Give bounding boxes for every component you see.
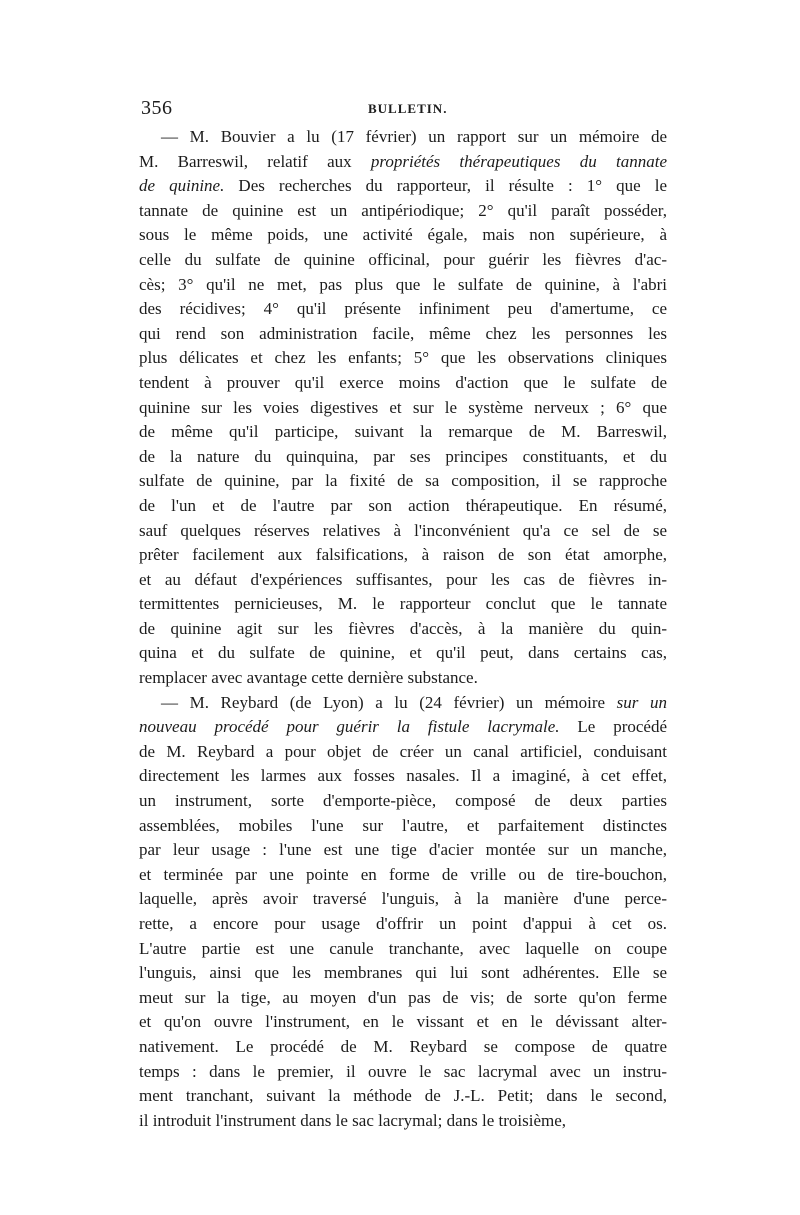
text-line (139, 1060, 667, 1085)
paragraph (139, 691, 667, 1134)
text-run: de M. Reybard a pour objet de créer un canal artificiel, conduisant (139, 741, 667, 761)
body-text (139, 125, 667, 1133)
text-run: un instrument, sorte d'emporte-pièce, composé de deux parties (139, 791, 667, 811)
text-run: M. Barreswil, relatif aux (139, 151, 371, 171)
text-run: de la nature du quinquina, par ses principes constituants, et du (139, 446, 667, 466)
text-run: et terminée par une pointe en forme de vrille ou de tire-bouchon, (139, 864, 667, 884)
text-line (139, 666, 667, 691)
text-line (139, 371, 667, 396)
text-line (139, 150, 667, 175)
text-run: par leur usage : l'une est une tige d'acier montée sur un manche, (139, 840, 667, 860)
text-line (139, 469, 667, 494)
text-run: temps : dans le premier, il ouvre le sac lacrymal avec un instru- (139, 1061, 667, 1081)
text-run: meut sur la tige, au moyen d'un pas de vis; de sorte qu'on ferme (139, 987, 667, 1007)
running-head (139, 97, 667, 123)
page-number: 356 (141, 97, 173, 119)
text-line (139, 887, 667, 912)
running-title: BULLETIN. (368, 101, 448, 116)
text-run: remplacer avec avantage cette dernière substance. (139, 668, 478, 688)
text-line (139, 937, 667, 962)
text-run: rette, a encore pour usage d'offrir un point d'appui à cet os. (139, 914, 667, 933)
text-line (139, 617, 667, 642)
text-line (139, 125, 667, 150)
text-line (139, 1109, 667, 1134)
text-run: et qu'on ouvre l'instrument, en le vissant et en le dévissant alter- (139, 1012, 667, 1032)
italic-text: sur un (616, 692, 667, 712)
text-line (139, 986, 667, 1011)
text-line (139, 1010, 667, 1035)
text-run: assemblées, mobiles l'une sur l'autre, et parfaitement distinctes (139, 815, 667, 835)
text-run: celle du sulfate de quinine officinal, pour guérir les fièvres d'ac- (139, 249, 667, 269)
text-line (139, 297, 667, 322)
text-run: de même qu'il participe, suivant la remarque de M. Barreswil, (139, 422, 667, 442)
text-line (139, 863, 667, 888)
text-line (139, 346, 667, 371)
text-line (139, 764, 667, 789)
italic-text: propriétés thérapeutiques du tannate (370, 151, 667, 171)
text-run: nativement. Le procédé de M. Reybard se compose de quatre (139, 1036, 667, 1056)
text-line (139, 691, 667, 716)
text-line (139, 814, 667, 839)
text-run: directement les larmes aux fosses nasales. Il a imaginé, à cet effet, (139, 766, 667, 786)
text-line (139, 740, 667, 765)
text-line (139, 248, 667, 273)
text-run: de l'un et de l'autre par son action thérapeutique. En résumé, (139, 495, 667, 515)
text-run: ment tranchant, suivant la méthode de J.-L. Petit; dans le second, (139, 1086, 667, 1106)
text-run: L'autre partie est une canule tranchante, avec laquelle on coupe (139, 938, 667, 958)
text-line (139, 592, 667, 617)
text-run: tendent à prouver qu'il exerce moins d'action que le sulfate de (139, 372, 667, 392)
text-line (139, 445, 667, 470)
text-run: cès; 3° qu'il ne met, pas plus que le sulfate de quinine, à l'abri (139, 274, 667, 294)
text-run: des récidives; 4° qu'il présente infiniment peu d'amertume, ce (139, 299, 667, 319)
text-run: l'unguis, ainsi que les membranes qui lui sont adhérentes. Elle se (139, 963, 667, 983)
text-line (139, 322, 667, 347)
text-run: — M. Bouvier a lu (17 février) un rapport sur un mémoire de (161, 127, 667, 146)
text-line (139, 789, 667, 814)
text-run: quinine sur les voies digestives et sur le système nerveux ; 6° que (139, 397, 667, 417)
italic-text: de quinine. (139, 176, 225, 196)
text-line (139, 641, 667, 666)
text-run: Le procédé (559, 717, 667, 737)
text-line (139, 715, 667, 740)
text-run: sulfate de quinine, par la fixité de sa composition, il se rapproche (139, 471, 667, 491)
text-run: et au défaut d'expériences suffisantes, pour les cas de fièvres in- (139, 569, 667, 589)
text-run: sous le même poids, une activité égale, mais non supérieure, à (139, 225, 667, 245)
text-line (139, 396, 667, 421)
text-run: qui rend son administration facile, même chez les personnes les (139, 323, 667, 343)
text-line (139, 1084, 667, 1109)
text-line (139, 174, 667, 199)
text-line (139, 1035, 667, 1060)
text-run: prêter facilement aux falsifications, à raison de son état amorphe, (139, 545, 667, 565)
text-run: quina et du sulfate de quinine, et qu'il peut, dans certains cas, (139, 643, 667, 663)
text-run: de quinine agit sur les fièvres d'accès, à la manière du quin- (139, 618, 667, 638)
text-line (139, 199, 667, 224)
text-run: tannate de quinine est un antipériodique; 2° qu'il paraît posséder, (139, 200, 667, 220)
text-line (139, 912, 667, 937)
text-line (139, 494, 667, 519)
paragraph (139, 125, 667, 691)
text-run: plus délicates et chez les enfants; 5° que les observations cliniques (139, 348, 667, 368)
text-run: sauf quelques réserves relatives à l'inconvénient qu'a ce sel de se (139, 520, 667, 540)
text-line (139, 838, 667, 863)
text-line (139, 420, 667, 445)
text-run: il introduit l'instrument dans le sac lacrymal; dans le troisième, (139, 1110, 567, 1130)
text-line (139, 961, 667, 986)
text-run: laquelle, après avoir traversé l'unguis, à la manière d'une perce- (139, 889, 667, 909)
text-run: — M. Reybard (de Lyon) a lu (24 février) un mémoire (161, 692, 617, 712)
italic-text: nouveau procédé pour guérir la fistule lacrymale. (139, 717, 560, 737)
text-run: Des recherches du rapporteur, il résulte : 1° que le (224, 176, 667, 196)
text-line (139, 543, 667, 568)
document-page (139, 97, 667, 1133)
text-line (139, 273, 667, 298)
text-line (139, 568, 667, 593)
text-run: termittentes pernicieuses, M. le rapporteur conclut que le tannate (139, 594, 667, 614)
text-line (139, 519, 667, 544)
text-line (139, 223, 667, 248)
